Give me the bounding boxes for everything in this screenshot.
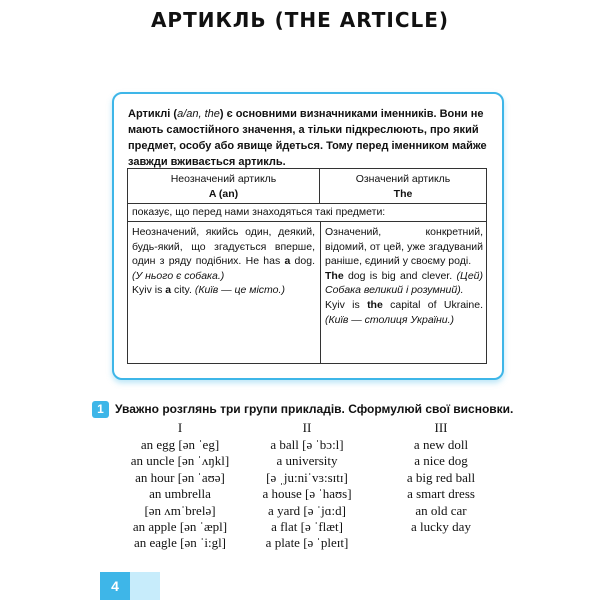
definite-description: Означений, конкретний, відомий, от цей, уже згадуваний раніше, єдиний у своєму роді. — [325, 226, 483, 268]
definite-article: The — [393, 188, 413, 200]
task-number-badge: 1 — [92, 401, 109, 418]
example-item: an apple [ən ˈæpl] — [132, 519, 228, 535]
example-text: dog. — [290, 255, 315, 268]
example-text: He has — [245, 255, 285, 268]
example-item: [ə ˌju:niˈvɜ:sɪtɪ] — [266, 469, 348, 485]
example-text: city. — [171, 284, 192, 297]
example-item: a ball [ə ˈbɔ:l] — [270, 437, 344, 452]
example-article: the — [367, 298, 383, 311]
definite-heading: Означений артикль — [355, 173, 451, 185]
column-divider — [320, 221, 321, 363]
example-text: Kyiv is — [132, 284, 166, 297]
definite-example-1 — [325, 270, 452, 282]
example-item: a university — [276, 453, 338, 469]
examples-column-1 — [112, 418, 248, 552]
table-divider — [128, 203, 486, 204]
indefinite-example-2 — [132, 284, 192, 296]
indefinite-article: A (an) — [208, 188, 239, 200]
column-heading: II — [302, 420, 312, 435]
indefinite-description: Неозначений, якийсь один, деякий, будь-який, що згадується вперше, один з ряду подібних. — [132, 226, 315, 268]
example-text: Kyiv is — [325, 298, 368, 311]
page-number: 4 — [100, 572, 130, 600]
example-item: an egg [ən ˈeg] — [140, 437, 220, 452]
column-heading: I — [177, 420, 183, 435]
indefinite-example-1 — [246, 255, 315, 267]
example-item: an old car — [415, 502, 467, 518]
example-text: dog is big and clever. — [343, 269, 453, 282]
example-item: a yard [ə ˈjɑ:d] — [268, 502, 346, 518]
intro-article-forms: a/an, the — [177, 108, 220, 120]
example-item: a new doll — [413, 437, 469, 452]
example-item: a house [ə ˈhaʊs] — [262, 486, 352, 502]
example-item: [ən ʌmˈbrelə] — [144, 502, 216, 518]
intro-text-start: Артиклі ( — [128, 108, 178, 120]
definite-translation-1: (Цей) Собака великий і розумний). — [325, 269, 483, 297]
example-item: an umbrella — [149, 486, 211, 502]
example-item: an hour [ən ˈaʊə] — [135, 469, 225, 485]
task-instruction: Уважно розглянь три групи прикладів. Сформулюй свої висновки. — [115, 402, 514, 416]
shows-row: показує, що перед нами знаходяться такі предмети: — [132, 206, 386, 218]
definite-translation-2: (Київ — столиця України.) — [325, 313, 455, 326]
indefinite-heading: Неозначений артикль — [170, 173, 277, 185]
intro-text-end: ) є основними визначниками іменників. Вони не мають самостійного значення, а тільки підкреслюють, про який предмет, особу або явище йдеться. Тому перед іменником майже завжди вживається артикль. — [128, 108, 487, 168]
article-table — [127, 168, 487, 364]
example-item: a lucky day — [411, 519, 471, 535]
definite-column — [325, 225, 483, 327]
examples-column-3 — [372, 418, 510, 535]
definite-example-2 — [325, 299, 483, 311]
example-article: a — [165, 284, 172, 297]
example-item: a flat [ə ˈflæt] — [271, 519, 343, 535]
example-item: an uncle [ən ˈʌŋkl] — [130, 453, 230, 469]
page-number-tab — [100, 572, 160, 600]
indefinite-translation-2: (Київ — це місто.) — [194, 284, 285, 297]
column-heading: III — [434, 420, 448, 435]
indefinite-column — [132, 225, 315, 298]
indefinite-header — [128, 169, 320, 203]
example-item: an eagle [ən ˈi:gl] — [133, 535, 227, 551]
example-article: a — [284, 255, 291, 268]
example-text: capital of Ukraine. — [382, 298, 483, 311]
example-item: a big red ball — [406, 469, 476, 485]
example-item: a plate [ə ˈpleɪt] — [265, 535, 349, 551]
article-info-box — [112, 92, 504, 380]
example-article: The — [325, 269, 344, 282]
intro-paragraph — [128, 106, 494, 170]
table-divider — [128, 221, 486, 222]
examples-column-2 — [248, 418, 366, 552]
example-item: a nice dog — [414, 453, 468, 469]
example-item: a smart dress — [407, 486, 475, 502]
indefinite-translation-1: (У нього є собака.) — [132, 269, 225, 282]
definite-header — [320, 169, 486, 203]
page-title: АРТИКЛЬ (THE ARTICLE) — [150, 8, 450, 32]
